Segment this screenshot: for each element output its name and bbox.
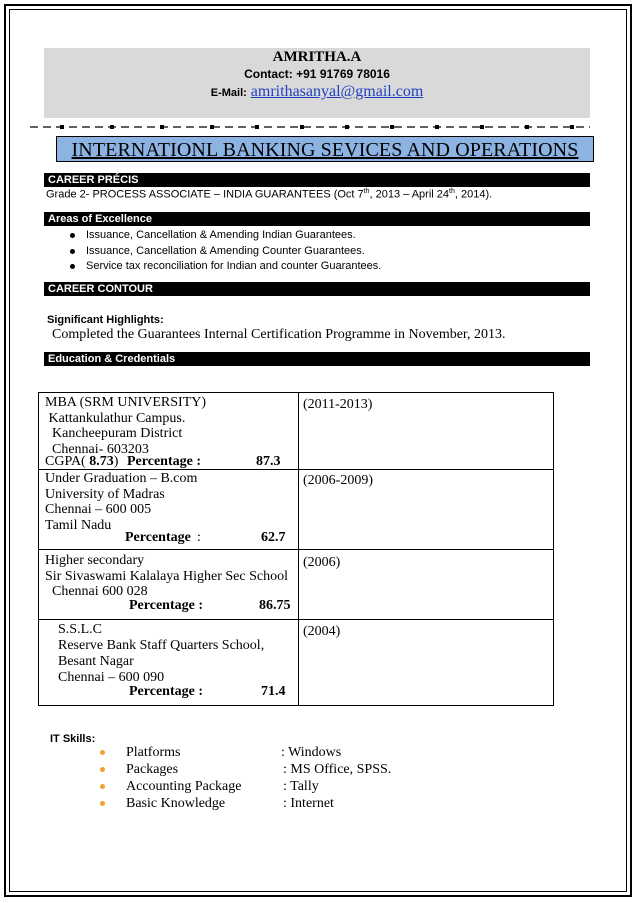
row4-line4: Chennai – 600 090 xyxy=(58,670,165,685)
row3-years: (2006) xyxy=(303,555,341,570)
row1-cgpa xyxy=(45,454,118,470)
section-heading-career-precis: CAREER PRÉCIS xyxy=(44,173,590,187)
precis-sup2: th xyxy=(449,188,455,195)
row4-percentage-label: Percentage : xyxy=(129,684,203,699)
row4-line1: S.S.L.C xyxy=(58,622,102,637)
highlights-text: Completed the Guarantees Internal Certification Programme in November, 2013. xyxy=(52,327,506,342)
table-row-divider xyxy=(39,549,553,550)
excellence-list xyxy=(66,228,381,275)
table-row-divider xyxy=(39,619,553,620)
row3-percentage-label: Percentage : xyxy=(129,598,203,613)
row2-line1: Under Graduation – B.com xyxy=(45,471,198,486)
candidate-name: AMRITHA.A xyxy=(272,49,362,65)
skill-name: Accounting Package xyxy=(126,779,242,794)
row4-line3: Besant Nagar xyxy=(58,654,134,669)
skill-name: Basic Knowledge xyxy=(126,796,226,811)
row1-line2: Kattankulathur Campus. xyxy=(45,410,186,426)
highlights-label: Significant Highlights: xyxy=(47,314,164,326)
bullet-icon xyxy=(70,249,75,254)
precis-part3: , 2014). xyxy=(454,188,493,201)
row2-line2: University of Madras xyxy=(45,486,165,502)
objective-title-banner: INTERNATIONL BANKING SEVICES AND OPERATIONS xyxy=(56,136,594,162)
skill-name: Packages xyxy=(126,762,179,777)
skill-value: : Internet xyxy=(283,796,334,811)
excellence-item-text: Service tax reconciliation for Indian and counter Guarantees. xyxy=(86,260,382,272)
row2-years: (2006-2009) xyxy=(303,473,373,488)
excellence-item-text: Issuance, Cancellation & Amending Indian Guarantees. xyxy=(86,229,356,241)
row1-line4: Chennai- 603203 xyxy=(45,441,149,457)
precis-sup1: th xyxy=(363,188,370,195)
skill-value: : MS Office, SPSS. xyxy=(283,762,392,777)
row2-line3: Chennai – 600 005 xyxy=(45,502,152,517)
email-label: E-Mail: xyxy=(210,87,247,99)
cgpa-value: 8.73 xyxy=(85,454,114,469)
excellence-item-text: Issuance, Cancellation & Amending Counter Guarantees. xyxy=(86,244,365,257)
row3-line3: Chennai 600 028 xyxy=(45,584,148,599)
row1-percentage: 87.3 xyxy=(256,454,281,469)
list-item xyxy=(66,228,381,244)
email-link[interactable]: amrithasanyal@gmail.com xyxy=(250,83,424,100)
contact-label: Contact: xyxy=(244,67,293,81)
section-heading-education: Education & Credentials xyxy=(44,352,590,366)
row2-line4: Tamil Nadu xyxy=(45,517,112,533)
header-box xyxy=(44,48,590,108)
row3-line1: Higher secondary xyxy=(45,553,145,568)
skill-name: Platforms xyxy=(126,745,181,760)
skill-value: : Tally xyxy=(283,779,319,794)
bullet-icon xyxy=(100,767,105,772)
section-heading-excellence: Areas of Excellence xyxy=(44,212,590,226)
bullet-icon xyxy=(70,264,75,269)
list-item xyxy=(66,244,381,260)
list-item xyxy=(66,259,381,275)
row1-years: (2011-2013) xyxy=(303,397,373,412)
row2-percentage-colon: : xyxy=(197,530,201,545)
email-line xyxy=(44,83,590,101)
row4-line2: Reserve Bank Staff Quarters School, xyxy=(58,638,265,653)
row1-line1: MBA (SRM UNIVERSITY) xyxy=(45,395,207,410)
precis-part1: Grade 2- PROCESS ASSOCIATE – INDIA GUARANTEES (Oct 7 xyxy=(46,188,364,201)
row2-percentage-label: Percentage xyxy=(125,530,191,545)
section-heading-career-contour: CAREER CONTOUR xyxy=(44,282,590,296)
cgpa-suffix: ) xyxy=(113,454,119,469)
contact-line xyxy=(44,67,590,81)
row2-percentage: 62.7 xyxy=(261,530,286,545)
bullet-icon xyxy=(100,784,105,789)
precis-part2: , 2013 – April 24 xyxy=(369,188,450,201)
row3-line2: Sir Sivaswami Kalalaya Higher Sec School xyxy=(45,568,289,584)
row4-years: (2004) xyxy=(303,624,341,639)
row1-percentage-label: Percentage : xyxy=(127,454,201,469)
cgpa-prefix: CGPA( xyxy=(45,454,86,469)
skill-value: : Windows xyxy=(281,745,342,760)
row3-percentage: 86.75 xyxy=(259,598,291,613)
bullet-icon xyxy=(70,233,75,238)
career-precis-text xyxy=(46,188,492,201)
contact-value: +91 91769 78016 xyxy=(296,67,390,81)
row4-percentage: 71.4 xyxy=(261,684,286,699)
it-skills-heading: IT Skills: xyxy=(50,733,96,745)
bullet-icon xyxy=(100,801,105,806)
bullet-icon xyxy=(100,750,105,755)
row1-line3: Kancheepuram District xyxy=(45,426,183,441)
dashed-divider xyxy=(30,125,590,129)
education-table xyxy=(38,392,554,706)
